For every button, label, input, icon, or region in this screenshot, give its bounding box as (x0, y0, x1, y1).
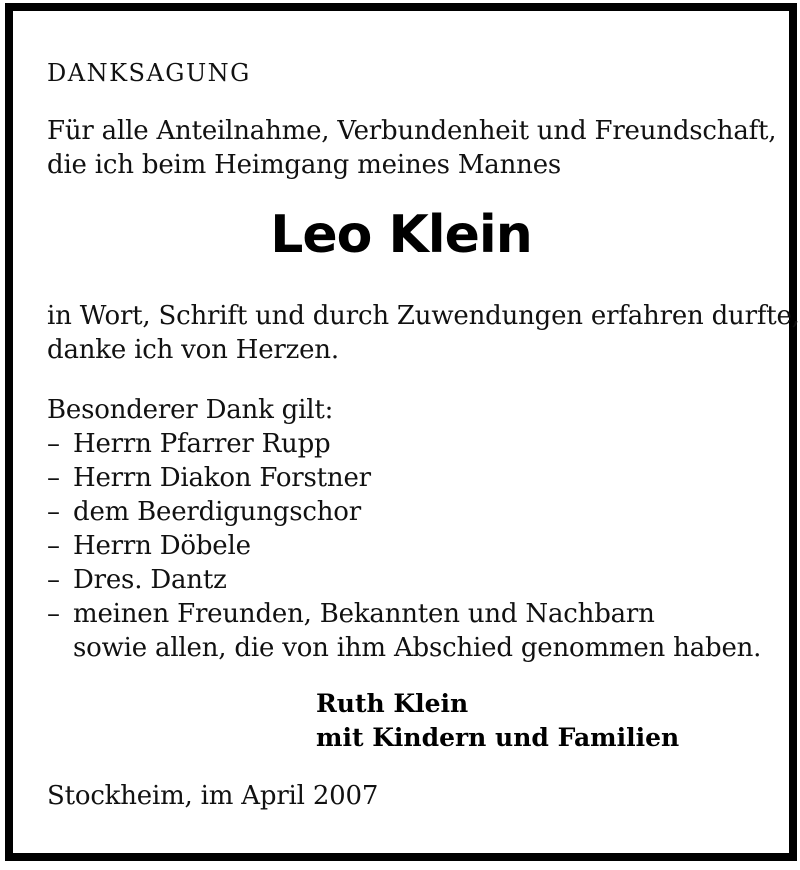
thanks-list-item (47, 563, 227, 597)
dash-glyph: – (47, 497, 60, 527)
thanks-list-item-text: Dres. Dantz (73, 565, 227, 595)
deceased-name: Leo Klein (270, 205, 532, 265)
thanks-list-item (47, 597, 655, 631)
thanks-list-continuation: sowie allen, die von ihm Abschied genommen haben. (73, 633, 762, 663)
thanks-list-item-text: Herrn Diakon Forstner (73, 463, 371, 493)
dash-glyph: – (47, 599, 60, 629)
special-thanks-label: Besonderer Dank gilt: (47, 395, 334, 425)
dash-glyph: – (47, 429, 60, 459)
thanks-line-2: danke ich von Herzen. (47, 335, 339, 365)
thanks-list-item (47, 427, 331, 461)
intro-line-1: Für alle Anteilnahme, Verbundenheit und Freundschaft, (47, 116, 777, 146)
signature-name: Ruth Klein (316, 689, 469, 718)
thanks-list-item (47, 529, 251, 563)
intro-line-2: die ich beim Heimgang meines Mannes (47, 150, 562, 180)
thanks-list-item-text: Herrn Pfarrer Rupp (73, 429, 331, 459)
thanks-line-1: in Wort, Schrift und durch Zuwendungen erfahren durfte, (47, 301, 800, 331)
thanks-list-item-text: dem Beerdigungschor (73, 497, 361, 527)
thanks-list-item (47, 461, 371, 495)
notice-heading: DANKSAGUNG (47, 59, 251, 87)
thanks-list-item-text: Herrn Döbele (73, 531, 251, 561)
thanks-list-item (47, 495, 361, 529)
signature-family: mit Kindern und Familien (316, 723, 680, 752)
dash-glyph: – (47, 463, 60, 493)
thanks-list-item-text: meinen Freunden, Bekannten und Nachbarn (73, 599, 655, 629)
dash-glyph: – (47, 565, 60, 595)
place-date: Stockheim, im April 2007 (47, 781, 379, 811)
notice-frame (5, 3, 800, 861)
dash-glyph: – (47, 531, 60, 561)
